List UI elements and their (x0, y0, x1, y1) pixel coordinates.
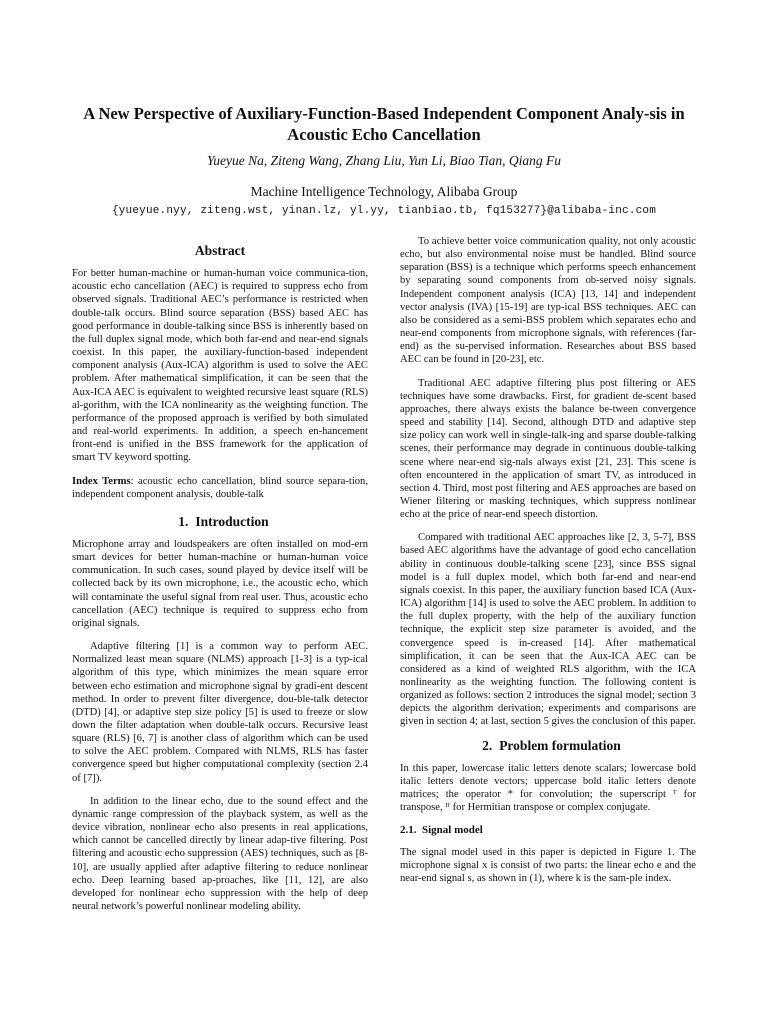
paper-title: A New Perspective of Auxiliary-Function-Based Independent Component Analy-sis in Acoustic Echo Cancellation (83, 104, 685, 144)
intro-paragraph-5: Traditional AEC adaptive filtering plus post filtering or AES techniques have some drawbacks. First, for gradient de-scent based approaches, there always exists the balance be-tween convergence speed and stability [14]. Second, although DTD and adaptive step size policy can work well in single-talk-ing and sparse double-talking scenes, their performance may degrade in continuous double-talking scene where near-end sig-nals always exist [21, 23]. This scene is often encountered in the application of smart TV, as introduced in section 4. Third, most post filtering and AES approaches are based on Wiener filtering or masking techniques, which suppress nonlinear echo at the price of near-end speech distortion. (400, 377, 696, 521)
signal-model-number: 2.1. (400, 824, 417, 837)
problem-heading (400, 739, 696, 752)
abstract-text: For better human-machine or human-human voice communica-tion, acoustic echo cancellation (AEC) is required to suppress echo from observed signals. Traditional AEC’s performance is restricted when double-talk occurs. Blind source separation (BSS) based AEC has good performance in double-talking since BSS is inherently based on the full duplex signal mode, which both far-end and near-end signals coexist. In this paper, the auxiliary-function-based independent component analysis (Aux-ICA) algorithm is used to solve the AEC problem. After mathematical simplification, it can be seen that the Aux-ICA AEC is equivalent to weighted recursive least square (RLS) al-gorithm, with the ICA nonlinearity as the weighting function. The performance of the proposed approach is verified by both simulated and real-world experiments. In addition, a speech en-hancement front-end is unified in the BSS framework for the application of smart TV keyword spotting. (72, 268, 368, 464)
left-column (72, 240, 368, 923)
introduction-number: 1. (178, 513, 189, 529)
right-column (400, 235, 696, 895)
index-terms (72, 475, 368, 501)
introduction-heading (72, 515, 368, 528)
intro-paragraph-3: In addition to the linear echo, due to the sound effect and the dynamic range compression of the playback system, as well as the device vibration, nonlinear echo also presents in real applications, which cannot be cancelled directly by linear adap-tive filtering. Post filtering and acoustic echo suppression (AES) techniques, such as [8-10], are usually applied after adaptive filtering to reduce nonlinear echo. Deep learning based ap-proaches, like [11, 12], are also developed for nonlinear echo suppression with the help of deep neural network’s powerful nonlinear modeling ability. (72, 795, 368, 913)
index-terms-text: : acoustic echo cancellation, blind source separa-tion, independent component analysis, double-talk (72, 475, 368, 500)
signal-model-title: Signal model (422, 824, 483, 837)
abstract-heading: Abstract (194, 243, 246, 258)
affiliation: Machine Intelligence Technology, Alibaba Group (250, 184, 518, 199)
signal-model-heading (400, 824, 696, 837)
index-terms-label: Index Terms (72, 475, 131, 487)
problem-paragraph: In this paper, lowercase italic letters denote scalars; lowercase bold italic letters denote vectors; uppercase bold italic letters denote matrices; the operator * for convolution; the superscript ᵀ for transpose, ᴴ for Hermitian transpose or complex conjugate. (400, 762, 696, 814)
intro-paragraph-6: Compared with traditional AEC approaches like [2, 3, 5-7], BSS based AEC algorithms have the advantage of good echo cancellation ability in continuous double-talking scene [23], since BSS signal model is a full duplex model, which both far-end and near-end signals coexist. In this paper, the auxiliary function based ICA (Aux-ICA) algorithm [14] is used to solve the AEC problem. In addition to the full duplex property, with the help of the auxiliary function technique, the explicit step size parameter is avoided, and the convergence speed is in-creased [14]. After mathematical simplification, it can be seen that the Aux-ICA AEC can be considered as a kind of weighted RLS algorithm, with the ICA nonlinearity as the weighting function. The following content is organized as follows: section 2 introduces the signal model; section 3 depicts the algorithm derivation; experiments and comparisons are given in section 4; at last, section 5 gives the conclusion of this paper. (400, 532, 696, 728)
intro-paragraph-2: Adaptive filtering [1] is a common way to perform AEC. Normalized least mean square (NLMS) approach [1-3] is a typ-ical algorithm of this type, which minimizes the mean square error between echo estimation and microphone signal by gradi-ent descent method. In order to prevent filter divergence, dou-ble-talk detector (DTD) [4], or adaptive step size policy [5] is used to freeze or slow down the filter adaptation when double-talk occurs. Recursive least square (RLS) [6, 7] is another class of algorithm which can be used to solve the AEC problem. Compared with NLMS, RLS has faster convergence speed but higher computational complexity (section 2.4 of [7]). (72, 641, 368, 784)
intro-paragraph-4: To achieve better voice communication quality, not only acoustic echo, but also environmental noise must be handled. Blind source separation (BSS) is a technique which performs speech enhancement by separating sound components from ob-served noisy signals. Independent component analysis (ICA) [13, 14] and independent vector analysis (IVA) [15-19] are typ-ical BSS techniques. AEC can also be considered as a semi-BSS problem which separates echo and near-end components from microphone signals, with references (far-end) as the su-pervised information. Researches about BSS based AEC can be found in [20-23], etc. (400, 236, 696, 366)
intro-paragraph-1: Microphone array and loudspeakers are often installed on mod-ern smart devices for better human-machine or human-human voice communication. In such cases, sound played by device itself will be collected back by its own microphone, i.e., the acoustic echo, which will contaminate the useful signal from real user. Thus, acoustic echo cancellation (AEC) technique is required to suppress echo from original signals. (72, 538, 368, 629)
problem-title: Problem formulation (499, 737, 621, 753)
signal-model-paragraph: The signal model used in this paper is depicted in Figure 1. The microphone signal x is consist of two parts: the linear echo e and the near-end signal s, as shown in (1), where k is the sam-ple index. (400, 846, 696, 884)
introduction-title: Introduction (195, 513, 269, 529)
problem-number: 2. (482, 737, 493, 753)
author-list: Yueyue Na, Ziteng Wang, Zhang Liu, Yun Li, Biao Tian, Qiang Fu (206, 153, 562, 168)
author-emails: {yueyue.nyy, ziteng.wst, yinan.lz, yl.yy, tianbiao.tb, fq153277}@alibaba-inc.com (111, 205, 657, 217)
